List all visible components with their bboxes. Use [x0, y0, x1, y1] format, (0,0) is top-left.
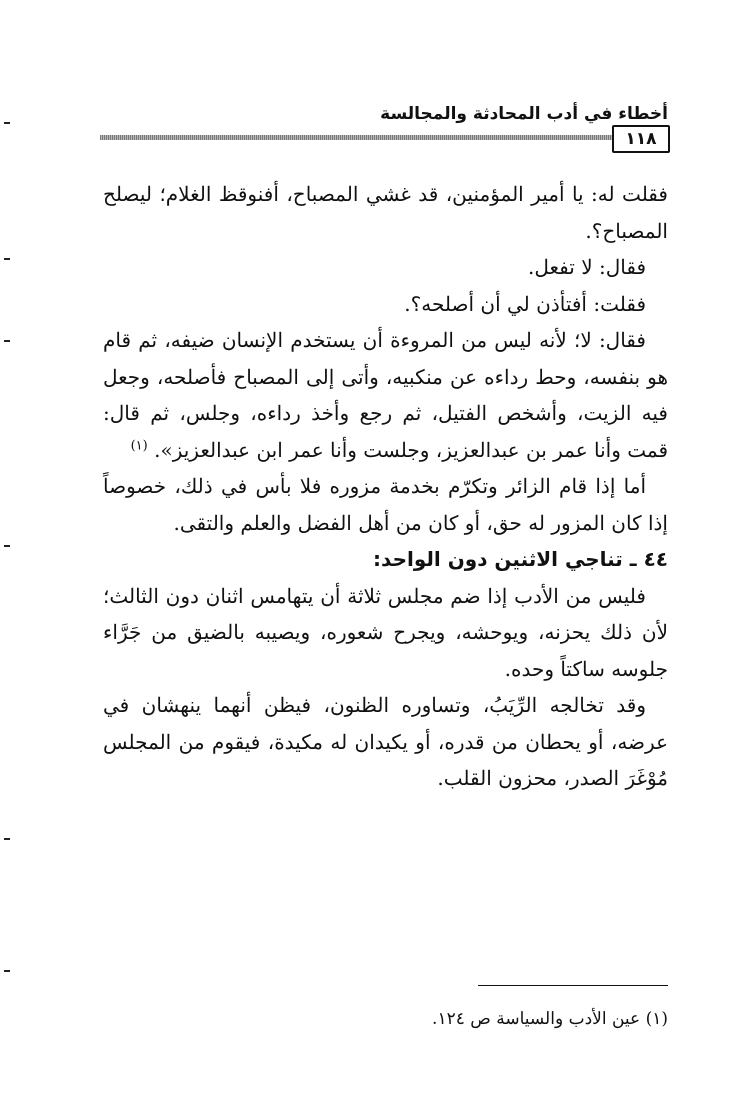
header-rule — [100, 135, 668, 140]
paragraph: فقال: لا تفعل. — [528, 255, 646, 279]
margin-mark — [4, 970, 10, 972]
paragraph: فقلت: أفتأذن لي أن أصلحه؟. — [404, 291, 646, 316]
margin-mark — [4, 545, 10, 547]
paragraph: وقد تخالجه الرِّيَبُ، وتساوره الظنون، فيظن أنهما ينهشان في عرضه، أو يحطان من قدره، أو يكيدان له مكيدة، فيقوم من المجلس مُوْغَرَ الصدر، محزون القلب. — [103, 693, 668, 790]
main-text — [103, 176, 668, 797]
footnote: (١) عين الأدب والسياسة ص ١٢٤. — [432, 1009, 668, 1029]
page-header — [100, 100, 668, 150]
paragraph: فقلت له: يا أمير المؤمنين، قد غشي المصباح، أفنوقظ الغلام؛ ليصلح المصباح؟. — [103, 182, 668, 243]
margin-mark — [4, 340, 10, 342]
margin-mark — [4, 122, 10, 124]
footnote-reference: (١) — [130, 437, 148, 453]
paragraph-text: فقال: لا؛ لأنه ليس من المروءة أن يستخدم الإنسان ضيفه، ثم قام هو بنفسه، وحط رداءه عن منكبيه، وأتى إلى المصباح فأصلحه، وجعل فيه الزيت، وأشخص الفتيل، ثم رجع وأخذ رداءه، وجلس، ثم قال: قمت وأنا عمر بن عبدالعزيز، وجلست وأنا عمر ابن عبدالعزيز». — [103, 328, 668, 462]
page-number: ١١٨ — [612, 125, 670, 153]
paragraph: أما إذا قام الزائر وتكرّم بخدمة مزوره فلا بأس في ذلك، خصوصاً إذا كان المزور له حق، أو كان من أهل الفضل والعلم والتقى. — [103, 474, 668, 535]
paragraph — [103, 322, 668, 468]
paragraph: فليس من الأدب إذا ضم مجلس ثلاثة أن يتهامس اثنان دون الثالث؛ لأن ذلك يحزنه، ويوحشه، ويجرح شعوره، ويصيبه بالضيق من جَرَّاء جلوسه ساكتاً وحده. — [103, 583, 668, 681]
footnote-separator — [478, 985, 668, 986]
margin-mark — [4, 258, 10, 260]
running-title: أخطاء في أدب المحادثة والمجالسة — [380, 104, 668, 124]
margin-mark — [4, 838, 10, 840]
section-heading: ٤٤ ـ تناجي الاثنين دون الواحد: — [373, 547, 668, 571]
